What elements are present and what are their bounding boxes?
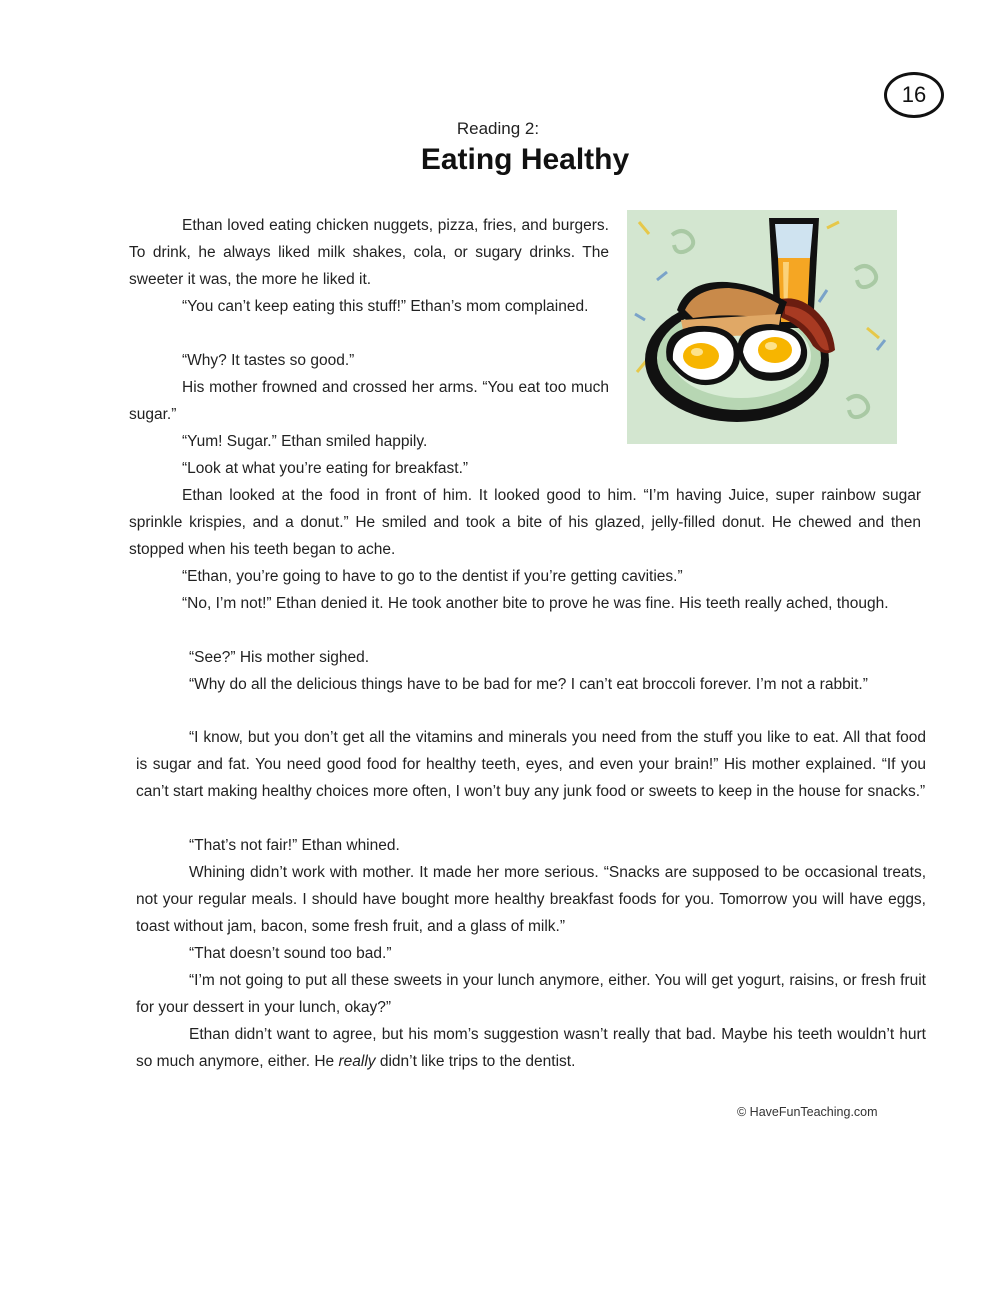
breakfast-plate-icon bbox=[627, 210, 897, 444]
story-title: Eating Healthy bbox=[420, 143, 630, 176]
story-paragraph: “See?” His mother sighed. bbox=[189, 649, 370, 666]
story-paragraph: Ethan looked at the food in front of him. It looked good to him. “I’m having Juice, super rainbow sugar sprinkle krispies, and a donut.” He smiled and took a bite of his glazed, jelly-filled donut. He chewed and then stopped when his teeth began to ache. bbox=[129, 487, 921, 558]
story-paragraph: “That doesn’t sound too bad.” bbox=[189, 945, 392, 962]
story-paragraph: Ethan didn’t want to agree, but his mom’s suggestion wasn’t really that bad. Maybe his teeth wouldn’t hurt so much anymore, either. He really didn’t like trips to the dentist. bbox=[136, 1026, 926, 1070]
story-paragraph: Ethan loved eating chicken nuggets, pizza, fries, and burgers. To drink, he always liked milk shakes, cola, or sugary drinks. The sweeter it was, the more he liked it. bbox=[129, 217, 609, 288]
emphasis-text: really bbox=[338, 1053, 376, 1070]
story-paragraph: “I’m not going to put all these sweets in your lunch anymore, either. You will get yogurt, raisins, or fresh fruit for your dessert in your lunch, okay?” bbox=[136, 972, 926, 1016]
copyright-notice: © HaveFunTeaching.com bbox=[737, 1105, 878, 1119]
story-paragraph: “Ethan, you’re going to have to go to the dentist if you’re getting cavities.” bbox=[182, 568, 683, 585]
story-paragraph: “You can’t keep eating this stuff!” Ethan’s mom complained. bbox=[182, 298, 589, 315]
story-paragraph: “I know, but you don’t get all the vitamins and minerals you need from the stuff you like to eat. All that food is sugar and fat. You need good food for healthy teeth, eyes, and even your brain!” His mother explained. “If you can’t start making healthy choices more often, I won’t buy any junk food or sweets to keep in the house for snacks.” bbox=[136, 729, 926, 800]
story-paragraph: “Why do all the delicious things have to be bad for me? I can’t eat broccoli forever. I’m not a rabbit.” bbox=[189, 676, 868, 693]
story-paragraph: “No, I’m not!” Ethan denied it. He took another bite to prove he was fine. His teeth really ached, though. bbox=[182, 595, 889, 612]
story-paragraph: “Yum! Sugar.” Ethan smiled happily. bbox=[182, 433, 428, 450]
story-paragraph: “That’s not fair!” Ethan whined. bbox=[189, 837, 400, 854]
story-paragraph: Whining didn’t work with mother. It made her more serious. “Snacks are supposed to be occasional treats, not your regular meals. I should have bought more healthy breakfast foods for you. Tomorrow you will have eggs, toast without jam, bacon, some fresh fruit, and a glass of milk.” bbox=[136, 864, 926, 935]
story-paragraph: “Why? It tastes so good.” bbox=[182, 352, 355, 369]
page-number: 16 bbox=[884, 72, 944, 118]
story-paragraph: “Look at what you’re eating for breakfast.” bbox=[182, 460, 469, 477]
reading-label: Reading 2: bbox=[456, 119, 540, 138]
story-paragraph: His mother frowned and crossed her arms. “You eat too much sugar.” bbox=[129, 379, 609, 423]
